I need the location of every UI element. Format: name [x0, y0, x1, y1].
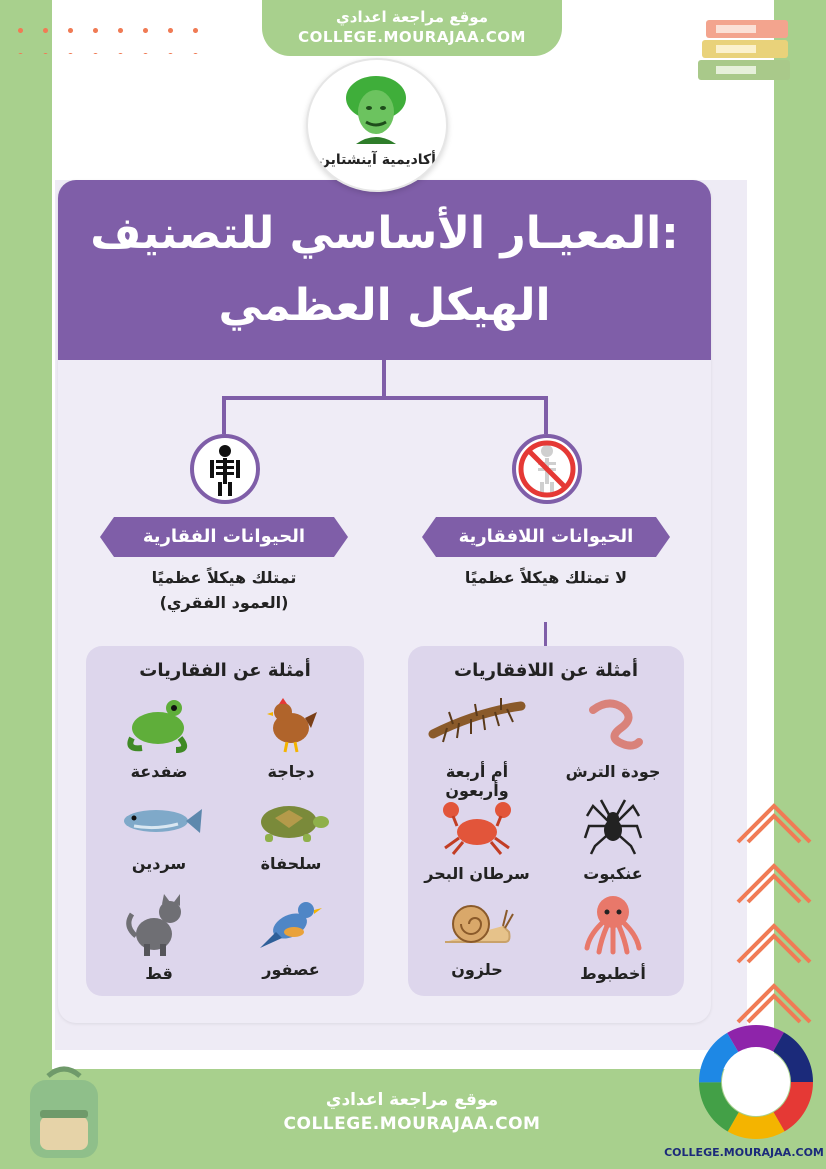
vertebrates-examples-title: أمثلة عن الفقاريات — [139, 660, 311, 681]
title-line-1: المعيـار الأساسي للتصنيف: — [90, 208, 679, 259]
title-line-2: الهيكل العظمي — [218, 280, 551, 331]
example-name: عنكبوت — [583, 864, 643, 883]
example-name: أم أربعة وأربعون — [445, 762, 509, 800]
infographic — [58, 180, 711, 1023]
school-subjects-ring-icon — [696, 1022, 816, 1142]
academy-logo — [306, 58, 448, 192]
backpack-icon — [14, 1062, 114, 1162]
vertebrates-description-line-2: (العمود الفقري) — [159, 593, 289, 612]
example-sardine — [94, 796, 224, 873]
corner-site-label: COLLEGE.MOURAJAA.COM — [664, 1146, 824, 1159]
example-name: قط — [145, 964, 173, 983]
vertebrates-description — [114, 568, 334, 612]
logo-text: أكاديمية آينشتاين — [318, 152, 436, 168]
example-name: سردين — [131, 854, 187, 873]
vertebrates-description-line-1: تمتلك هيكلاً عظميًا — [151, 568, 297, 587]
books-icon — [696, 14, 800, 94]
connector-right — [544, 396, 548, 434]
skeleton-icon — [190, 434, 260, 504]
chevron-decoration-icon — [732, 790, 816, 1030]
example-centipede — [412, 694, 542, 800]
connector-left — [222, 396, 226, 434]
infographic-header — [58, 180, 711, 360]
example-frog — [94, 694, 224, 781]
example-name: أخطبوط — [580, 964, 646, 983]
example-name: جودة الترش — [565, 762, 661, 781]
example-name: حلزون — [451, 960, 503, 979]
example-chicken — [226, 694, 356, 781]
snail-icon — [439, 892, 515, 952]
spider-icon — [583, 796, 643, 856]
invertebrates-examples-title: أمثلة عن اللافقاريات — [453, 660, 639, 681]
invertebrates-examples-panel — [408, 646, 684, 996]
connector-examples — [544, 622, 547, 646]
vertebrates-banner: الحيوانات الفقارية — [114, 517, 334, 557]
vertebrates-examples-panel — [86, 646, 364, 996]
footer-site-name: موقع مراجعة اعدادي — [325, 1090, 499, 1110]
example-name: عصفور — [262, 960, 320, 979]
decorative-dots — [8, 18, 208, 54]
einstein-icon — [344, 74, 408, 148]
crab-icon — [439, 796, 515, 856]
example-snail — [412, 892, 542, 979]
example-octopus — [548, 892, 678, 983]
site-name: موقع مراجعة اعدادي — [336, 8, 488, 26]
example-name: دجاجة — [267, 762, 315, 781]
centipede-icon — [427, 694, 527, 754]
bird-icon — [256, 892, 326, 952]
infographic-card — [55, 180, 747, 1050]
example-crab — [412, 796, 542, 883]
chicken-icon — [261, 694, 321, 754]
cat-icon — [124, 892, 194, 956]
frog-icon — [124, 694, 194, 754]
example-name: سلحفاة — [260, 854, 322, 873]
example-spider — [548, 796, 678, 883]
example-cat — [94, 892, 224, 983]
example-name: سرطان البحر — [424, 864, 530, 883]
no-skeleton-icon — [512, 434, 582, 504]
example-earthworm — [548, 694, 678, 781]
site-footer-pill — [262, 1078, 562, 1150]
site-header-pill — [262, 0, 562, 56]
fish-icon — [114, 796, 204, 846]
connector-branch — [222, 396, 548, 400]
invertebrates-banner: الحيوانات اللافقارية — [436, 517, 656, 557]
octopus-icon — [583, 892, 643, 956]
footer-site-url[interactable]: COLLEGE.MOURAJAA.COM — [283, 1114, 541, 1134]
example-sparrow — [226, 892, 356, 979]
example-turtle — [226, 796, 356, 873]
connector-stem — [382, 360, 386, 398]
example-name: ضفدعة — [130, 762, 188, 781]
invertebrates-description: لا تمتلك هيكلاً عظميًا — [464, 568, 628, 587]
worm-icon — [583, 694, 643, 754]
site-url[interactable]: COLLEGE.MOURAJAA.COM — [298, 28, 526, 46]
turtle-icon — [251, 796, 331, 846]
frame-left — [0, 0, 52, 1169]
